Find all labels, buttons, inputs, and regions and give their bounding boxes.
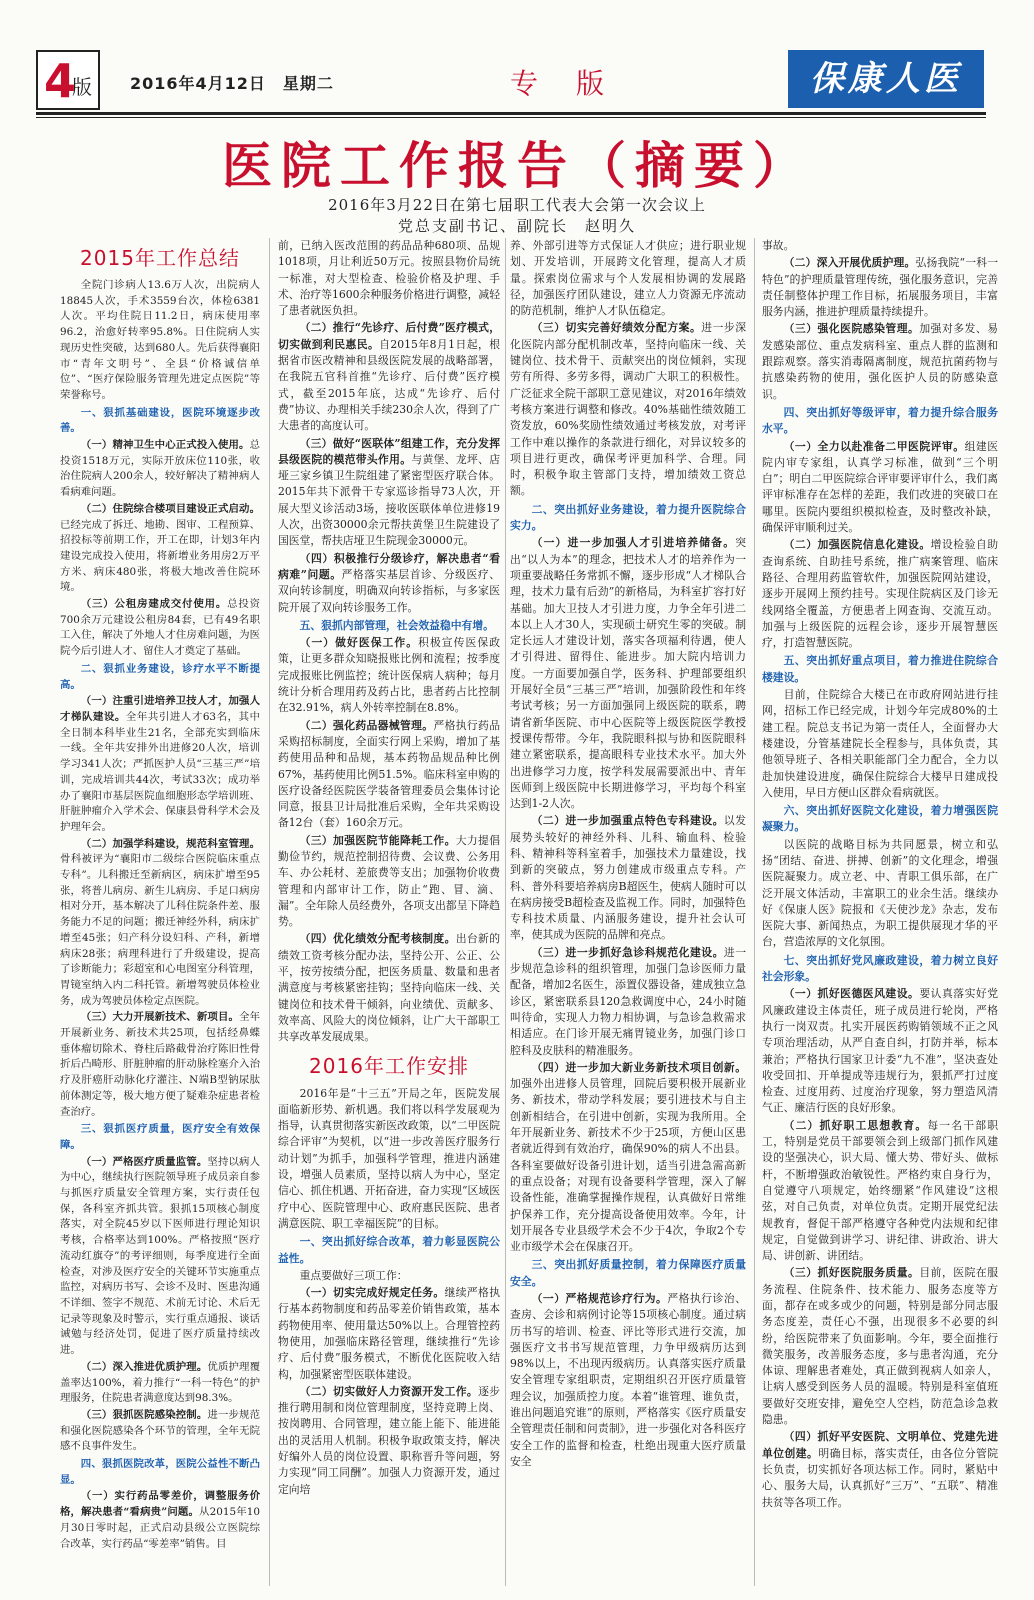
subsection-heading: 五、狠抓内部管理，社会效益稳中有增。 [299, 618, 494, 632]
item-heading: （一）做好医保工作。 [299, 636, 419, 650]
paragraph: 目前，住院综合大楼已在市政府网站进行挂网，招标工作已经完成，计划今年完成80%的土建工程。院总支书记为第一责任人，全面督办大楼建设，分管基建院长全程参与，具体负责，其他领导班子、各相关职能部门全力配合，全力以赴加快建设进度，确保住院综合大楼早日建成投入使用，早日方便山区群众看病就医。 [762, 688, 998, 799]
item-heading: （一）抓好医德医风建设。 [783, 987, 920, 1001]
paragraph: （三）公租房建成交付使用。总投资700余万元建设公租房84套，已有49名职工入住，解决了外地人才住房难问题，为医院今后引进人才、留住人才奠定了基础。 [60, 598, 260, 658]
paragraph: （一）进一步加强人才引进培养储备。突出“以人为本”的理念，把技术人才的培养作为一项重要战略任务常抓不懈，逐步形成“人才梯队合理，技术力量有后劲”的新格局，为科室扩容打好基础。加大卫技人才引进力度，力争全年引进二本以上人才30人，实现硕士研究生零的突破。制定长远人才建设计划，落实各项福利待遇，使人才引得进、留得住、能进步。加大院内培训力度。一方面要加强自学，医务科、护理部要组织开展好全员“三基三严”培训，加强阶段性和年终考试考核；另一方面加强同上级医院的联系，聘请省新华医院、市中心医院等上级医院医学教授授课传帮带。今年，我院眼科拟与协和医院眼科建立紧密联系，提高眼科专业技术水平。加大外出进修学习力度，按学科发展需要派出中、青年医师到上级医院中长期进修学习，平均每个科室达到1-2人次。 [510, 536, 746, 811]
paragraph: （一）全力以赴准备二甲医院评审。组建医院内审专家组，认真学习标准，做到“三个明白”；明白二甲医院综合评审要评审什么，我们离评审标准存在怎样的差距，我们改进的突破口在哪里。医院内要组织模拟检查，及时整改补缺，确保评审顺利过关。 [762, 439, 998, 535]
item-heading: （四）积极推行分级诊疗，解决患者“看病难”问题。 [278, 551, 500, 581]
paragraph: （三）做好“医联体”组建工作，充分发挥县级医院的模范带头作用。与黄堡、龙坪、店垭三家乡镇卫生院组建了紧密型医疗联合体。2015年共下派骨干专家巡诊指导73人次，开展大型义诊活动3场，接收医联体单位进修19人次，出资30000余元帮扶黄堡卫生院建设了国医堂，帮扶店垭卫生院现金30000元。 [278, 436, 500, 548]
item-heading: （四）抓好平安医院、文明单位、党建先进单位创建。 [762, 1430, 998, 1460]
subsection-heading: 六、突出抓好医院文化建设，着力增强医院凝聚力。 [762, 804, 998, 834]
page-number: 4 [44, 54, 77, 108]
paragraph: （二）推行“先诊疗、后付费”医疗模式，切实做到利民惠民。自2015年8月1日起，根据省市医改精神和县级医院发展的战略部署，在我院五官科首推“先诊疗、后付费”医疗模式，截至2015年底，达成“先诊疗、后付费”协议、办理相关手续230余人次，得到了广大患者的高度认可。 [278, 321, 500, 433]
item-heading: （三）大力开展新技术、新项目。 [80, 1011, 240, 1024]
newspaper-logo [788, 50, 984, 108]
item-heading: （二）切实做好人力资源开发工作。 [299, 1384, 479, 1398]
section-heading-2016: 2016年工作安排 [309, 1053, 469, 1078]
item-heading: （一）注重引进培养卫技人才，加强人才梯队建设。 [60, 695, 260, 723]
item-heading: （一）进一步加强人才引进培养储备。 [531, 536, 736, 550]
paragraph: （三）大力开展新技术、新项目。全年开展新业务、新技术共25项，包括经鼻蝶垂体瘤切除术、脊柱后路截骨治疗陈旧性骨折后凸畸形、肝脏肿瘤的肝动脉栓塞介入治疗及肝癌肝动脉化疗灌注、N端B型钠尿肽前体测定等，极大地方便了疑难杂症患者检查治疗。 [60, 1011, 260, 1118]
article-column-3 [510, 238, 746, 1586]
paragraph: 前，已纳入医改范围的药品品种680项、品规1018项，月让利近50万元。按照县物价局统一标准，对大型检查、检验价格及护理、手术、治疗等1600余种服务价格进行调整，减轻了患者就医负担。 [278, 239, 500, 318]
article-byline-author: 党总支副书记、副院长 赵明久 [397, 217, 636, 235]
item-heading: （二）抓好职工思想教育。 [783, 1118, 928, 1132]
masthead-rule-thin [36, 117, 986, 118]
subsection-heading: 七、突出抓好党风廉政建设，着力树立良好社会形象。 [762, 953, 998, 984]
masthead-rule [36, 112, 986, 115]
paragraph: （三）狠抓医院感染控制。进一步规范和强化医院感染各个环节的管理，全年无院感不良事件发生。 [60, 1408, 260, 1453]
paragraph: 重点要做好三项工作： [299, 1268, 408, 1282]
item-heading: （二）加强学科建设，规范科室管理。 [80, 837, 260, 850]
paragraph: （二）深入推进优质护理。优质护理覆盖率达100%，着力推行“一科一特色”的护理服务，住院患者满意度达到98.3%。 [60, 1360, 260, 1405]
item-heading: （一）全力以赴准备二甲医院评审。 [783, 439, 965, 453]
paragraph: （二）住院综合楼项目建设正式启动。已经完成了拆迁、地勘、图审、工程预算、招投标等前期工作，开工在即，计划3年内建设完成投入使用，将新增业务用房2万平方米、病床480张，将极大地改善住院环境。 [60, 502, 260, 594]
paragraph: （一）严格医疗质量监管。坚持以病人为中心，继续执行医院领导班子成员亲自参与抓医疗质量安全管理方案，实行责任包保，各科室齐抓共管。狠抓15项核心制度落实，对全院45岁以下医师进行理论知识考核，合格率达到100%。严格按照“医疗流动红旗夺”的考评细则，每季度进行全面检查，对涉及医疗安全的关键环节实施重点监控，对病历书写、会诊不及时、医患沟通不详细、签字不规范、术前无讨论、术后无记录等现象及时警示，实行重点通报、谈话诫勉与经济处罚，促进了医疗质量持续改进。 [60, 1155, 260, 1357]
subsection-heading: 一、狠抓基础建设，医院环境逐步改善。 [60, 406, 260, 435]
masthead [0, 0, 1034, 124]
subsection-heading: 四、突出抓好等级评审，着力提升综合服务水平。 [762, 405, 998, 436]
column-divider [505, 238, 506, 1586]
paragraph: 养、外部引进等方式保证人才供应；进行职业规划、开发培训，开展跨文化管理，提高人才质量。探索岗位需求与个人发展相协调的发展路径，加强医疗团队建设，建立人力资源无序流动的防范机制，维护人才队伍稳定。 [510, 239, 746, 318]
item-heading: （三）公租房建成交付使用。 [80, 598, 228, 611]
page-suffix: 版 [72, 75, 92, 99]
item-heading: （一）切实完成好规定任务。 [299, 1286, 445, 1300]
paragraph: （一）切实完成好规定任务。继续严格执行基本药物制度和药品零差价销售政策，基本药物使用率、使用量达50%以上。合理管控药物使用，加强临床路径管理，继续推行“先诊疗、后付费”服务模式，不断优化医院收入结构，加强紧密型医联体建设。 [278, 1286, 500, 1381]
item-heading: （一）精神卫生中心正式投入使用。 [80, 439, 250, 452]
paragraph: 全院门诊病人13.6万人次，出院病人18845人次，手术3559台次，体检6381人次。平均住院日11.2日，病床使用率96.2，治愈好转率95.8%。日住院病人实现历史性突破，达到680人。先后获得襄阳市“青年文明号”、全县“价格诚信单位”、“医疗保险服务管理先进定点医院”等荣誉称号。 [60, 279, 260, 401]
item-heading: （二）强化药品器械管理。 [299, 718, 434, 732]
paragraph: （四）进一步加大新业务新技术项目创新。加强外出进修人员管理，回院后要积极开展新业务、新技术，带动学科发展；要引进技术与自主创新相结合，在引进中创新，实现为我所用。全年开展新业务、新技术不少于25项，方便山区患者就近得到有效治疗，确保90%的病人不出县。各科室要做好设备引进计划，适当引进急需高新的重点设备；对现有设备要科学管理，深入了解设备性能，准确掌握操作规程，认真做好日常维护保养工作，充分提高设备使用效率。今年，计划开展各专业县级学术会不少于4次，争取2个专业市级学术会在保康召开。 [510, 1060, 746, 1254]
paragraph: （二）加强学科建设，规范科室管理。骨科被评为“襄阳市二级综合医院临床重点专科”。儿科搬迁至新病区，病床扩增至95张，将普儿病房、新生儿病房、手足口病房相对分开，基本解决了儿科住院条件差、服务能力不足的问题；搬迁神经外科，病床扩增至45张；妇产科分设妇科、产科，新增病床28张；病理科进行了升级建设，提高了诊断能力；彩超室和心电图室分科管理，胃镜室纳入内二科托管。新增驾驶员体检业务，成为驾驶员体检定点医院。 [60, 837, 260, 1007]
paragraph: （二）抓好职工思想教育。每一名干部职工，特别是党员干部要领会到上级部门抓作风建设的坚强决心，识大局、懂大势、带好头、做标杆，不断增强政治敏锐性。严格约束自身行为，自觉遵守八项规定，始终绷紧“作风建设”这根弦，对自己负责，对单位负责。定期开展党纪法规教育，督促干部严格遵守各种党内法规和纪律规定，自觉做到讲学习、讲纪律、讲政治、讲大局、讲创新、讲团结。 [762, 1118, 998, 1263]
paragraph: （四）积极推行分级诊疗，解决患者“看病难”问题。严格落实基层首诊、分级医疗、双向转诊制度，明确双向转诊指标，与多家医院开展了双向转诊服务工作。 [278, 551, 500, 614]
paragraph: （二）切实做好人力资源开发工作。逐步推行聘用制和岗位管理制度，坚持竞聘上岗、按岗聘用、合同管理，建立能上能下、能进能出的灵活用人机制。积极争取政策支持，解决好编外人员的岗位设置、职称晋升等问题，努力实现“同工同酬”。加强人力资源开发，通过定向培 [278, 1384, 500, 1496]
subsection-heading: 三、狠抓医疗质量，医疗安全有效保障。 [60, 1123, 260, 1151]
subsection-heading: 一、突出抓好综合改革，着力彰显医院公益性。 [278, 1235, 500, 1265]
item-heading: （二）进一步加强重点特色专科建设。 [531, 814, 724, 828]
paragraph: （二）进一步加强重点特色专科建设。以发展势头较好的神经外科、儿科、输血科、检验科、精神科等科室着手，加强技术力量建设，找到新的突破点，努力创建成市级重点专科。产科、普外科要培养病房B超医生，使病人随时可以在病房接受B超检查及监视工作。同时，加强特色专科技术质量、内涵服务建设，提升社会认可率，使其成为医院的品牌和亮点。 [510, 814, 746, 942]
item-heading: （三）狠抓医院感染控制。 [80, 1408, 208, 1421]
subsection-heading: 五、突出抓好重点项目，着力推进住院综合楼建设。 [762, 654, 998, 684]
paragraph: 以医院的战略目标为共同愿景，树立和弘扬“团结、奋进、拼搏、创新”的文化理念，增强医院凝聚力。成立老、中、青职工俱乐部，在广泛开展文体活动，丰富职工的业余生活。继续办好《保康人医》院报和《天使沙龙》杂志，发布医院大事、新闻热点，为职工提供展现才华的平台，营造浓厚的文化氛围。 [762, 837, 998, 949]
item-heading: （三）强化医院感染管理。 [783, 322, 920, 336]
issue-date: 2016年4月12日 星期二 [130, 74, 334, 93]
paragraph: （三）加强医院节能降耗工作。大力提倡勤俭节约，规范控制招待费、会议费、公务用车、办公耗材、差旅费等支出；加强物价收费管理和内部审计工作，防止“跑、冒、滴、漏”。全年除人员经费外，各项支出都呈下降趋势。 [278, 833, 500, 929]
paragraph: （一）严格规范诊疗行为。严格执行诊治、查房、会诊和病例讨论等15项核心制度。通过病历书写的培训、检查、评比等形式进行交流，加强医疗文书书写规范管理，力争甲级病历达到98%以上，不出现丙级病历。认真落实医疗质量安全管理专家组职责，定期组织召开医疗质量管理会议，加强质控力度。本着“谁管理、谁负责，谁出问题追究谁”的原则，严格落实《医疗质量安全管理责任制和问责制》，进一步强化对各科医疗安全工作的监督和检查，杜绝出现重大医疗质量安全 [510, 1292, 746, 1468]
article-column-4 [762, 238, 998, 1586]
item-heading: （一）严格医疗质量监管。 [80, 1155, 208, 1168]
paragraph: （二）深入开展优质护理。弘扬我院“一科一特色”的护理质量管理传统，强化服务意识，完善责任制整体护理工作目标，拓展服务项目，丰富服务内涵，推进护理质量持续提升。 [762, 256, 998, 319]
paragraph: （三）切实完善好绩效分配方案。进一步深化医院内部分配机制改革，坚持向临床一线、关键岗位、技术骨干、贡献突出的岗位倾斜，实现劳有所得、多劳多得，调动广大职工的积极性。广泛征求全院干部职工意见建议，对2016年绩效考核方案进行调整和修改。40%基础性绩效随工资发放，60%奖励性绩效通过考核发放，对考评工作中难以操作的条款进行细化，对异议较多的项目进行更改，确保考评更加科学、合理。同时，积极争取主管部门支持，增加绩效工资总额。 [510, 321, 746, 498]
item-heading: （二）深入开展优质护理。 [783, 256, 916, 270]
logo-text: 保康人医 [810, 59, 962, 99]
item-heading: （三）进一步抓好急诊科规范化建设。 [531, 945, 724, 959]
paragraph: （一）精神卫生中心正式投入使用。总投资1518万元，实际开放床位110张，收治住院病人200余人，较好解决了精神病人看病难问题。 [60, 439, 260, 499]
paragraph: （三）强化医院感染管理。加强对多发、易发感染部位、重点发病科室、重点人群的监测和跟踪观察。落实消毒隔离制度，规范抗菌药物与抗感染药物的使用，强化医护人员的防感染意识。 [762, 322, 998, 401]
item-heading: （二）加强医院信息化建设。 [783, 538, 931, 552]
paragraph: 2016年是“十三五”开局之年，医院发展面临新形势、新机遇。我们将以科学发展观为指导，认真贯彻落实新医改政策，以“二甲医院综合评审”为契机，以“进一步改善医疗服务行动计划”为抓手，加强科学管理，推进内涵建设，增强人员素质，坚持以病人为中心，坚定信心、抓住机遇、开拓奋进，奋力实现“区域医疗中心、医院管理中心、政府惠民医院、患者满意医院、职工幸福医院”的目标。 [278, 1086, 500, 1230]
paragraph: （四）抓好平安医院、文明单位、党建先进单位创建。明确目标，落实责任，由各位分管院长负责，切实抓好各项达标工作。同时，紧贴中心、服务大局，认真抓好“三万”、“五联”、精准扶贫等各项工作。 [762, 1430, 998, 1509]
article-title: 医院工作报告（摘要） [222, 137, 812, 195]
item-heading: （二）推行“先诊疗、后付费”医疗模式，切实做到利民惠民。 [278, 321, 500, 351]
item-heading: （二）深入推进优质护理。 [80, 1360, 208, 1373]
item-heading: （四）优化绩效分配考核制度。 [299, 932, 456, 946]
subsection-heading: 二、狠抓业务建设，诊疗水平不断提高。 [60, 662, 260, 691]
subsection-heading: 二、突出抓好业务建设，着力提升医院综合实力。 [510, 502, 746, 533]
paragraph: （一）注重引进培养卫技人才，加强人才梯队建设。全年共引进人才63名，其中全日制本科毕业生21名，全部充实到临床一线。全年共安排外出进修20人次，培训学习341人次；严抓医护人员“三基三严”培训，完成培训共44次，考试33次；成功举办了襄阳市基层医院血细胞形态学培训班、肝脏肿瘤介入学术会、保康县骨科学术会及护理年会。 [60, 695, 260, 833]
article-column-1 [60, 238, 260, 1586]
page-number-badge [36, 50, 100, 110]
item-heading: （二）住院综合楼项目建设正式启动。 [80, 502, 260, 515]
subsection-heading: 三、突出抓好质量控制，着力保障医疗质量安全。 [510, 1258, 746, 1288]
paragraph: （二）强化药品器械管理。严格执行药品采购招标制度，全面实行网上采购，增加了基药使用品种和品规，基本药物品规品种比例67%，基药使用比例51.5%。临床科室申购的医疗设备经医院医学装备管理委员会集体讨论同意，报县卫计局批准后采购，全年共采购设备12台（套）160余万元。 [278, 718, 500, 830]
paragraph: （四）优化绩效分配考核制度。出台新的绩效工资考核分配办法，坚持公开、公正、公平，按劳按绩分配，把医务质量、数量和患者满意度与考核紧密挂钩；坚持向临床一线、关键岗位和技术骨干倾斜，向业绩优、贡献多、效率高、风险大的岗位倾斜，让广大干部职工共享改革发展成果。 [278, 932, 500, 1044]
section-heading-2015: 2015年工作总结 [80, 246, 240, 270]
paragraph: 事故。 [762, 239, 795, 252]
article-byline-occasion: 2016年3月22日在第七届职工代表大会第一次会议上 [328, 196, 706, 214]
subsection-heading: 四、狠抓医院改革，医院公益性不断凸显。 [60, 1458, 260, 1486]
item-heading: （三）切实完善好绩效分配方案。 [531, 321, 702, 335]
paragraph: （三）抓好医院服务质量。目前，医院在服务流程、住院条件、技术能力、服务态度等方面，都存在或多或少的问题，特别是部分同志服务态度差，责任心不强，出现很多不必要的纠纷，给医院带来了负面影响。今年，要全面推行微笑服务，改善服务态度，多与患者沟通，充分体谅、理解患者难处，真正做到视病人如亲人，让病人感受到医务人员的温暖。特别是科室值班要做好交班安排，避免空人空档，防范急诊急救隐患。 [762, 1266, 998, 1427]
item-heading: （一）严格规范诊疗行为。 [531, 1292, 668, 1305]
paragraph: （三）进一步抓好急诊科规范化建设。进一步规范急诊科的组织管理，加强门急诊医师力量配备，增加2名医生，添置仪器设备，建成独立急诊区，紧密联系县120急救调度中心，24小时随叫待命，实现人力物力相协调，与急诊急救需求相适应。在门诊开展无痛胃镜业务，加强门诊口腔科及皮肤科的精准服务。 [510, 945, 746, 1057]
item-heading: （三）做好“医联体”组建工作，充分发挥县级医院的模范带头作用。 [278, 436, 500, 466]
article-column-2 [278, 238, 500, 1586]
column-divider [754, 238, 755, 1586]
section-name: 专版 [510, 67, 643, 100]
paragraph: （一）抓好医德医风建设。要认真落实好党风廉政建设主体责任，班子成员进行轮岗，严格执行一岗双责。扎实开展医药购销领域不正之风专项治理活动，从严自查自纠，打防并举，标本兼治；严格执行国家卫计委“九不准”，坚决查处收受回扣、开单提成等违规行为，狠抓严打过度检查、过度用药、过度治疗现象，努力塑造风清气正、廉洁行医的良好形象。 [762, 987, 998, 1115]
paragraph: （一）做好医保工作。积极宣传医保政策，让更多群众知晓报账比例和流程；按季度完成报账比例监控；统计医保病人病种；每月统计分析合理用药及药占比，患者药占比控制在32.91%，病人外转率控制在8.8%。 [278, 636, 500, 715]
paragraph: （二）加强医院信息化建设。增设检验自助查询系统、自助挂号系统，推广病案管理、临床路径、合理用药监管软件，加强医院网站建设，逐步开展网上预约挂号。实现住院病区及门诊无线网络全覆盖，方便患者上网查询、交流互动。加强与上级医院的远程会诊，逐步开展智慧医疗，打造智慧医院。 [762, 538, 998, 650]
column-divider [269, 238, 270, 1586]
paragraph: （一）实行药品零差价，调整服务价格，解决患者“看病贵”问题。从2015年10月30日零时起，正式启动县级公立医院综合改革，实行药品“零差率”销售。目 [60, 1490, 260, 1550]
item-heading: （三）抓好医院服务质量。 [783, 1266, 920, 1280]
item-heading: （四）进一步加大新业务新技术项目创新。 [531, 1060, 746, 1074]
item-heading: （一）实行药品零差价，调整服务价格，解决患者“看病贵”问题。 [60, 1490, 260, 1519]
item-heading: （三）加强医院节能降耗工作。 [299, 833, 456, 847]
